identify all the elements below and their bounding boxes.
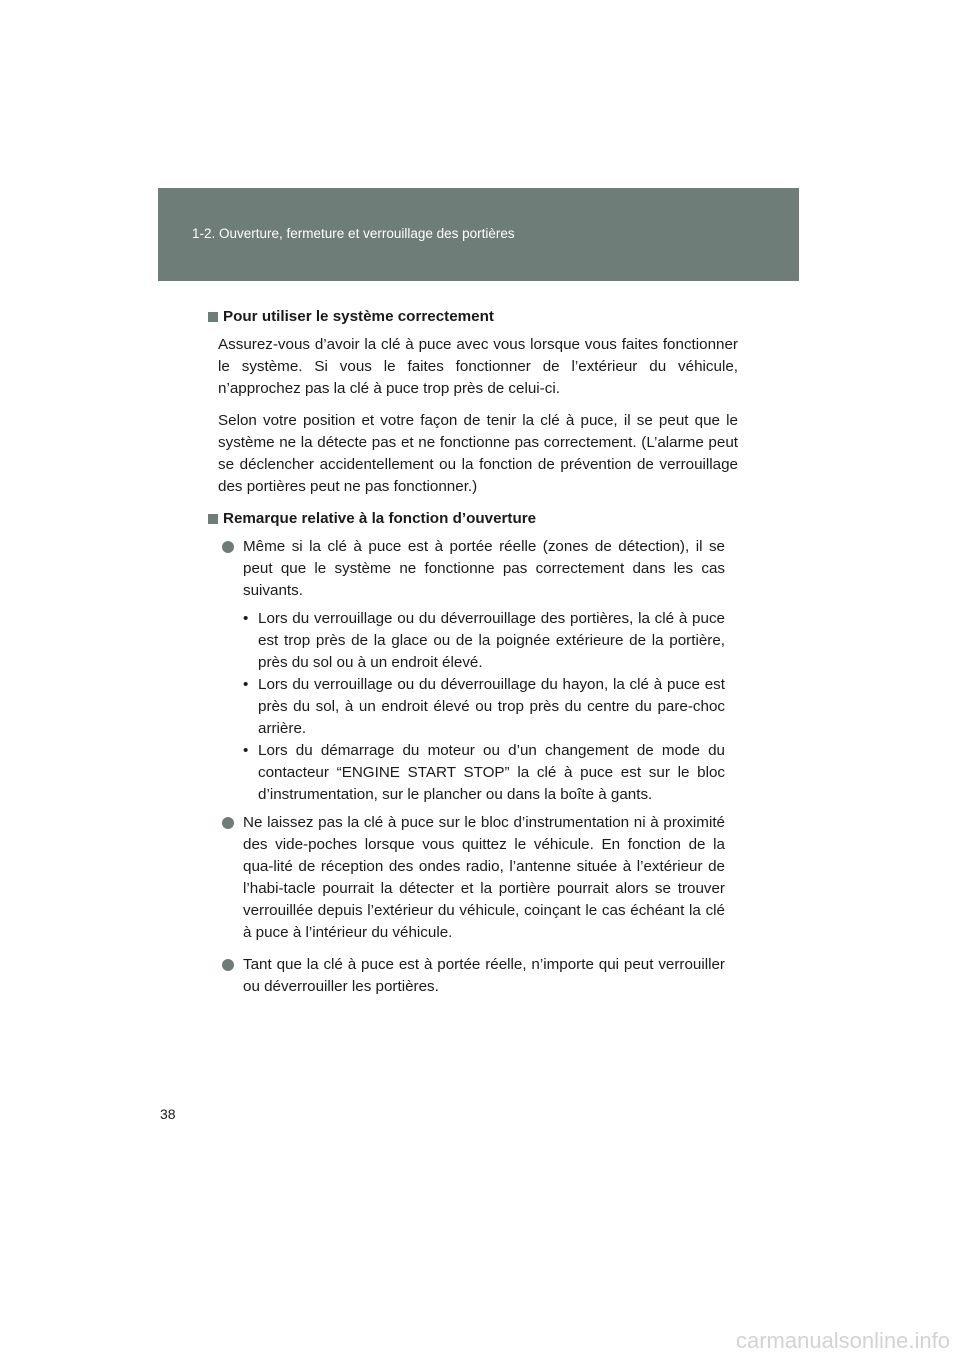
circle-bullet-icon xyxy=(222,541,234,553)
circle-bullet-icon xyxy=(222,817,234,829)
square-bullet-icon xyxy=(208,514,218,524)
section-header-title: 1-2. Ouverture, fermeture et verrouillage des portières xyxy=(192,226,515,241)
list-item-text: Tant que la clé à puce est à portée réelle, n’importe qui peut verrouiller ou déverrouiller les portières. xyxy=(243,956,725,995)
circle-bullet-icon xyxy=(222,959,234,971)
page-number: 38 xyxy=(160,1106,176,1122)
sub-list-item xyxy=(243,674,725,740)
page-content xyxy=(208,306,738,1004)
list-item-text: Ne laissez pas la clé à puce sur le bloc d’instrumentation ni à proximité des vide-poches lorsque vous quittez le véhicule. En fonction de la qua-lité de réception des ondes radio, l’antenne située à l’extérieur de l’habi-tacle pourrait la détecter et la portière pourrait alors se trouver verrouillée depuis l’extérieur du véhicule, coinçant le cas échéant la clé à puce à l’intérieur du véhicule. xyxy=(243,814,725,941)
section-heading-text: Remarque relative à la fonction d’ouverture xyxy=(223,510,537,527)
sub-list-item xyxy=(243,608,725,674)
section-heading-remark xyxy=(208,508,738,530)
paragraph: Selon votre position et votre façon de tenir la clé à puce, il se peut que le système ne la détecte pas et ne fonctionne pas correctement. (L’alarme peut se déclencher accidentellement ou la fonction de prévention de verrouillage des portières peut ne pas fonctionner.) xyxy=(218,412,738,495)
list-item xyxy=(208,954,738,998)
square-bullet-icon xyxy=(208,312,218,322)
sub-list-item-text: Lors du verrouillage ou du déverrouillage des portières, la clé à puce est trop près de la glace ou de la poignée extérieure de la portière, près du sol ou à un endroit élevé. xyxy=(258,610,725,671)
sub-bullet: • xyxy=(243,676,249,693)
sub-bullet: • xyxy=(243,742,249,759)
sub-bullet: • xyxy=(243,610,249,627)
section-heading-usage xyxy=(208,306,738,328)
list-item xyxy=(208,812,738,944)
section-heading-text: Pour utiliser le système correctement xyxy=(223,308,494,325)
paragraph: Assurez-vous d’avoir la clé à puce avec vous lorsque vous faites fonctionner le système. Si vous le faites fonctionner de l’extérieur du véhicule, n’approchez pas la clé à puce trop près de celui-ci. xyxy=(218,336,738,397)
section-header-band xyxy=(158,188,799,281)
watermark: carmanualsonline.info xyxy=(735,1328,950,1353)
list-item xyxy=(208,536,738,806)
sub-list-item-text: Lors du verrouillage ou du déverrouillage du hayon, la clé à puce est près du sol, à un endroit élevé ou trop près du centre du pare-choc arrière. xyxy=(258,676,725,737)
sub-list xyxy=(243,608,738,806)
list-item-text: Même si la clé à puce est à portée réelle (zones de détection), il se peut que le système ne fonctionne pas correctement dans les cas suivants. xyxy=(243,538,725,599)
sub-list-item xyxy=(243,740,725,806)
sub-list-item-text: Lors du démarrage du moteur ou d’un changement de mode du contacteur “ENGINE START STOP” la clé à puce est sur le bloc d’instrumentation, sur le plancher ou dans la boîte à gants. xyxy=(258,742,725,803)
